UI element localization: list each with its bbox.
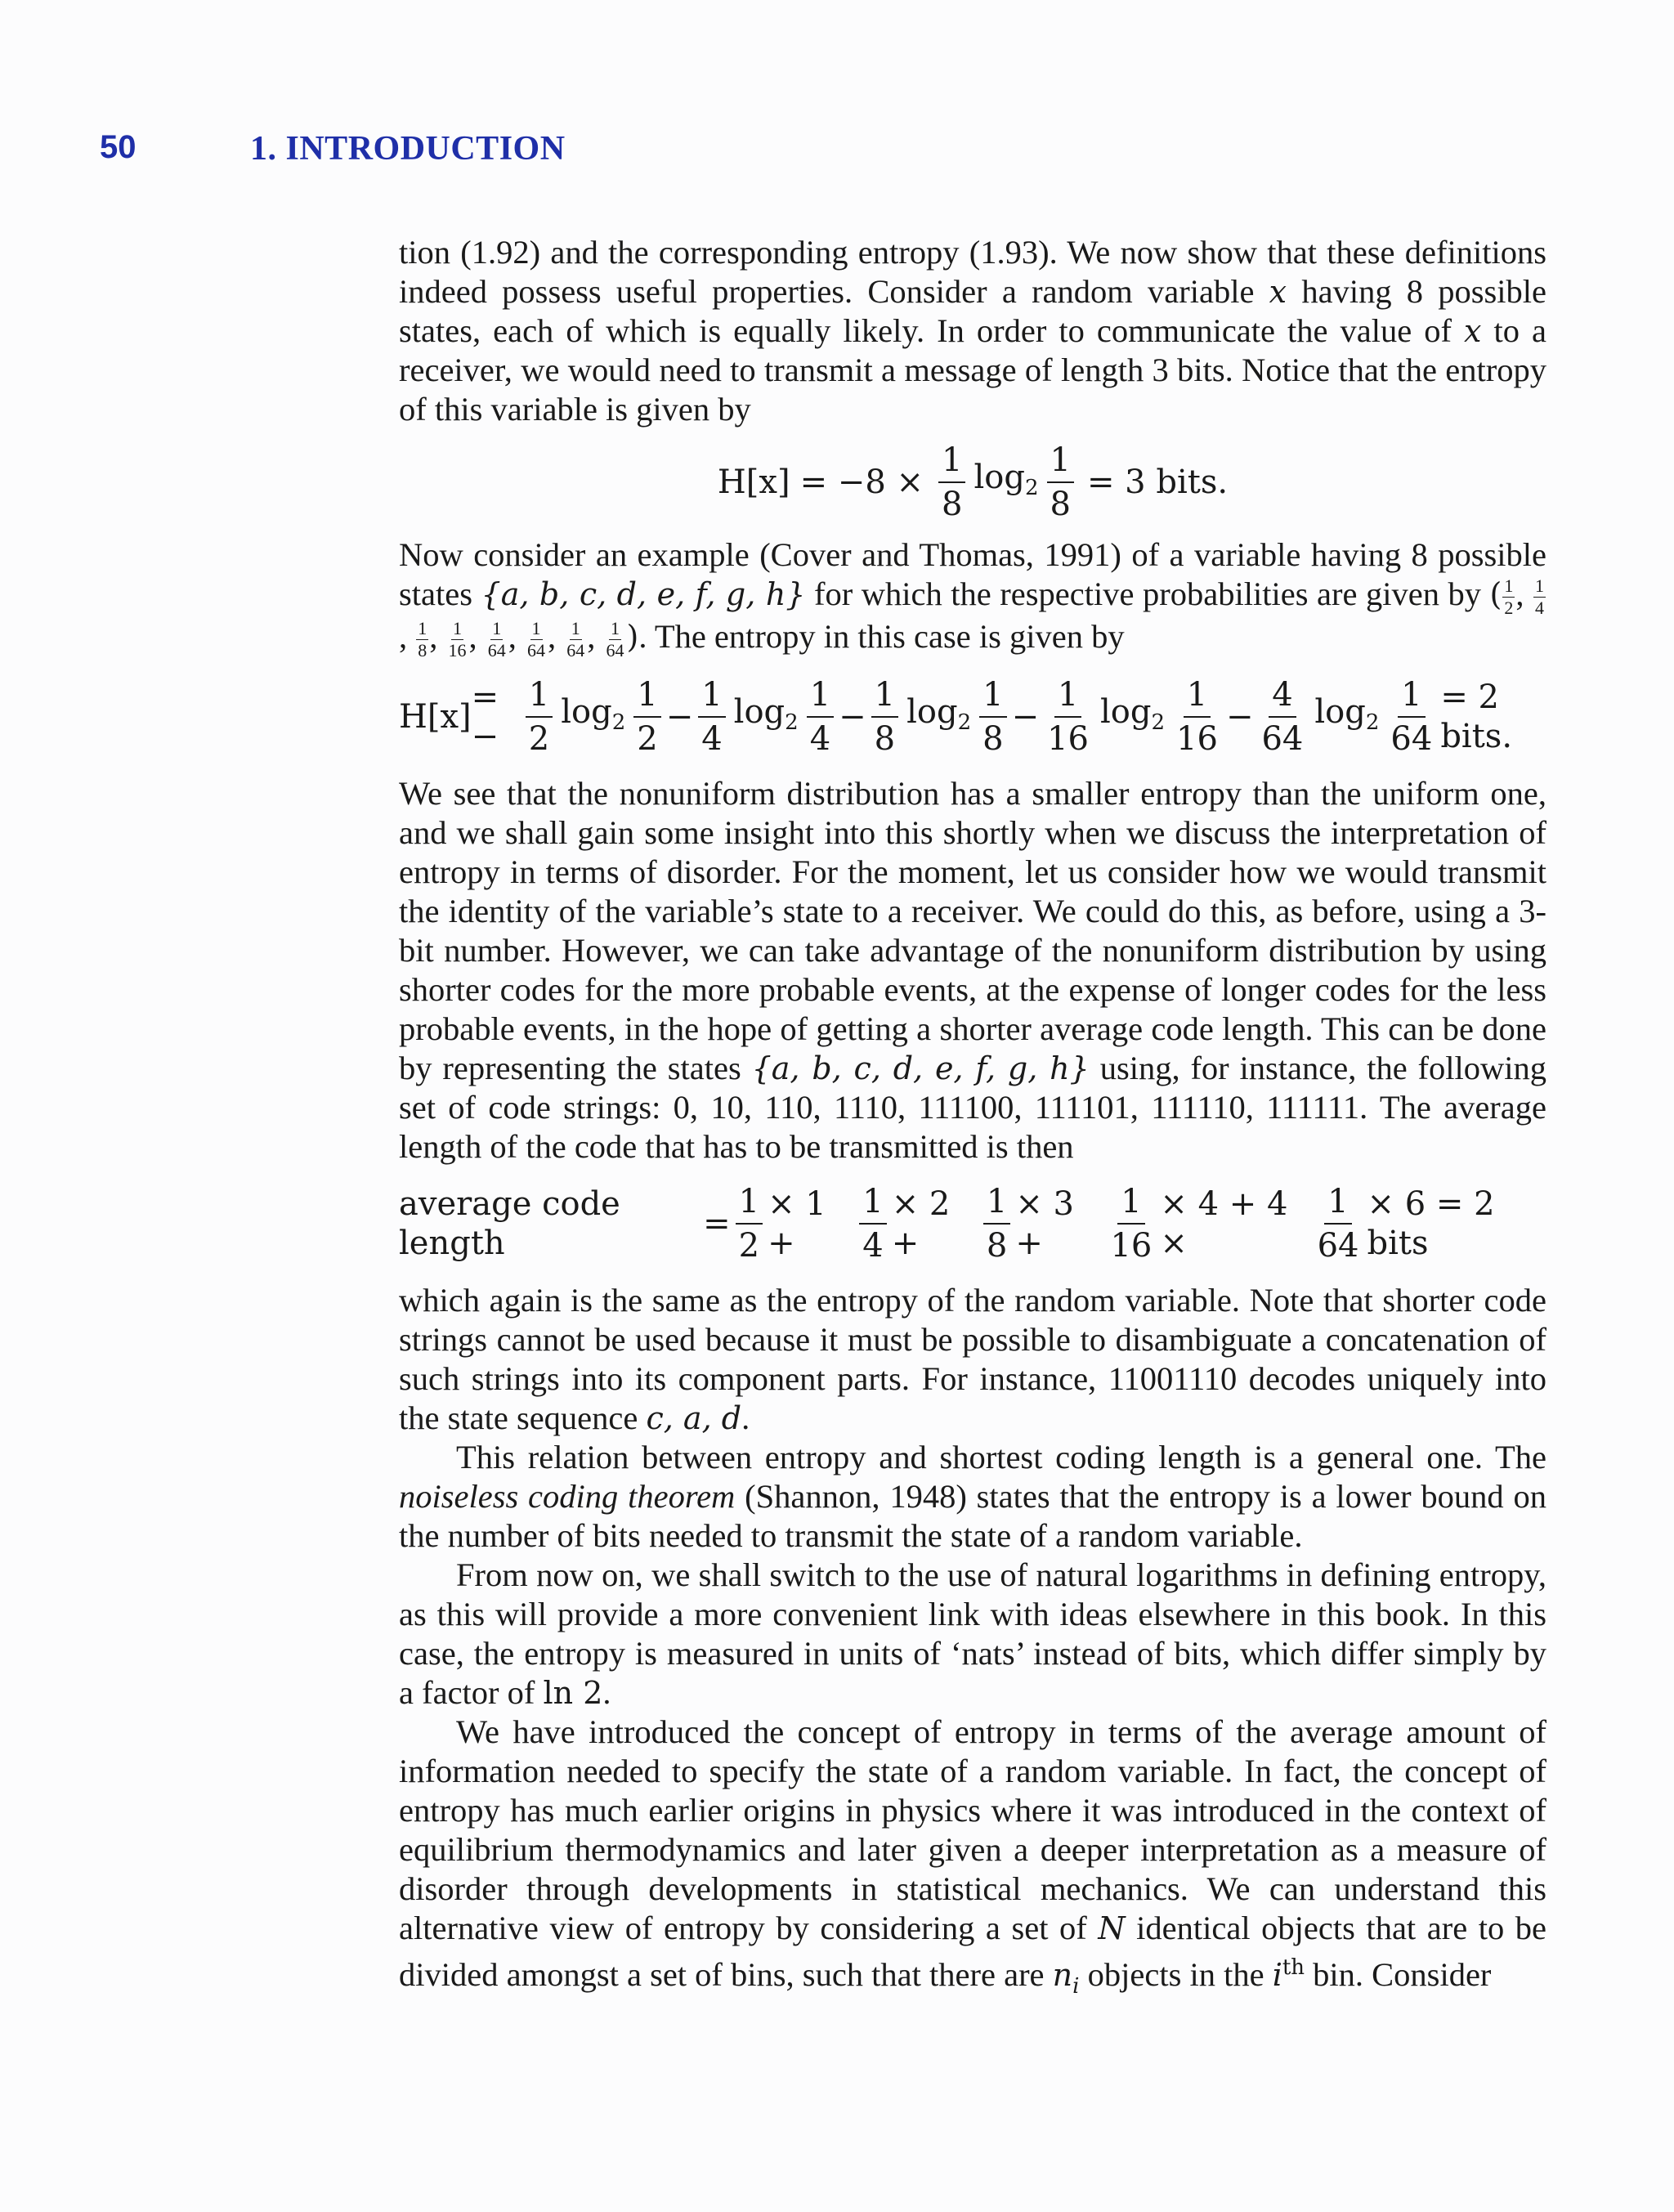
page-number: 50 bbox=[100, 129, 137, 165]
paragraph-3: We see that the nonuniform distribution has a smaller entropy than the uniform one, and we shall gain some insight into this shortly when we discuss the interpretation of entropy in terms of disorder. For the moment, let us consider how we would transmit the identity of the variable’s state to a receiver. We could do this, as before, using a 3-bit number. However, we can take advantage of the nonuniform distribution by using shorter codes for the more probable events, at the expense of longer codes for the less probable events, in the hope of getting a shorter average code length. This can be done by representing the states {a, b, c, d, e, f, g, h} using, for instance, the following set of code strings: 0, 10, 110, 1110, 111100, 111101, 111110, 111111. The average length of the code that has to be transmitted is then bbox=[399, 775, 1547, 1166]
chapter-title: 1. INTRODUCTION bbox=[250, 130, 566, 168]
paragraph-1: tion (1.92) and the corresponding entropy (1.93). We now show that these definitions indeed possess useful properties. Consider a random variable x having 8 possible states, each of which is equally likely. In order to communicate the value of x to a receiver, we would need to transmit a message of length 3 bits. Notice that the entropy of this variable is given by bbox=[399, 234, 1547, 428]
equation-nonuniform-entropy: H[x] = − $\frac{1}{2}$ $\log_2$ $\frac{1}{2}$ − $\frac{1}{4}$ $\log_2$ $\frac{1}{4}$ − $\frac{1}{8}$ $\log_2$ $\frac{1}{8}$ − $\frac{1}{16}$ $\log_2$ $\frac{1}{16}$ − $\frac{4}{64}$ $\log_2$ $\frac{1}{64}$ = 2 bits. bbox=[399, 676, 1513, 759]
equation-uniform-entropy: H[x] = −8 × $\frac{1}{8}$ $\log_2$ $\frac{1}{8}$ = 3 bits. bbox=[717, 441, 1229, 523]
paragraph-4: which again is the same as the entropy of the random variable. Note that shorter code strings cannot be used because it must be possible to disambiguate a concatenation of such strings into its component parts. For instance, 11001110 decodes uniquely into the state sequence c, a, d. bbox=[399, 1282, 1546, 1437]
paragraph-5: This relation between entropy and shortest coding length is a general one. The noiseless coding theorem (Shannon, 1948) states that the entropy is a lower bound on the number of bits needed to transmit the state of a random variable. bbox=[399, 1439, 1547, 1555]
main-text bbox=[399, 233, 1546, 2007]
paragraph-2: Now consider an example (Cover and Thomas, 1991) of a variable having 8 possible states {a, b, c, d, e, f, g, h} for which the respective probabilities are given by ( $\frac{1}{2}$ , $\frac{1}{4}$ , $\frac{1}{8}$ , $\frac{1}{16}$ , $\frac{1}{64}$ , $\frac{1}{64}$ , $\frac{1}{64}$ , $\frac{1}{64}$ ). The entropy in this case is given by bbox=[399, 536, 1546, 661]
paragraph-7: We have introduced the concept of entropy in terms of the average amount of information needed to specify the state of a random variable. In fact, the concept of entropy has much earlier origins in physics where it was introduced in the context of equilibrium thermodynamics and later given a deeper interpretation as a measure of disorder through developments in statistical mechanics. We can understand this alternative view of entropy by considering a set of N identical objects that are to be divided amongst a set of bins, such that there are $n_i$ objects in the $i^{th}$ bin. Consider bbox=[399, 1713, 1547, 1999]
paragraph-6: From now on, we shall switch to the use of natural logarithms in defining entropy, as this will provide a more convenient link with ideas elsewhere in this book. In this case, the entropy is measured in units of ‘nats’ instead of bits, which differ simply by a factor of ln 2. bbox=[399, 1556, 1546, 1712]
equation-average-code-length: average code length = $\frac{1}{2}$ × 1 + $\frac{1}{4}$ × 2 + $\frac{1}{8}$ × 3 + $\frac{1}{16}$ × 4 + 4 × $\frac{1}{64}$ × 6 = 2 bits bbox=[399, 1183, 1495, 1265]
